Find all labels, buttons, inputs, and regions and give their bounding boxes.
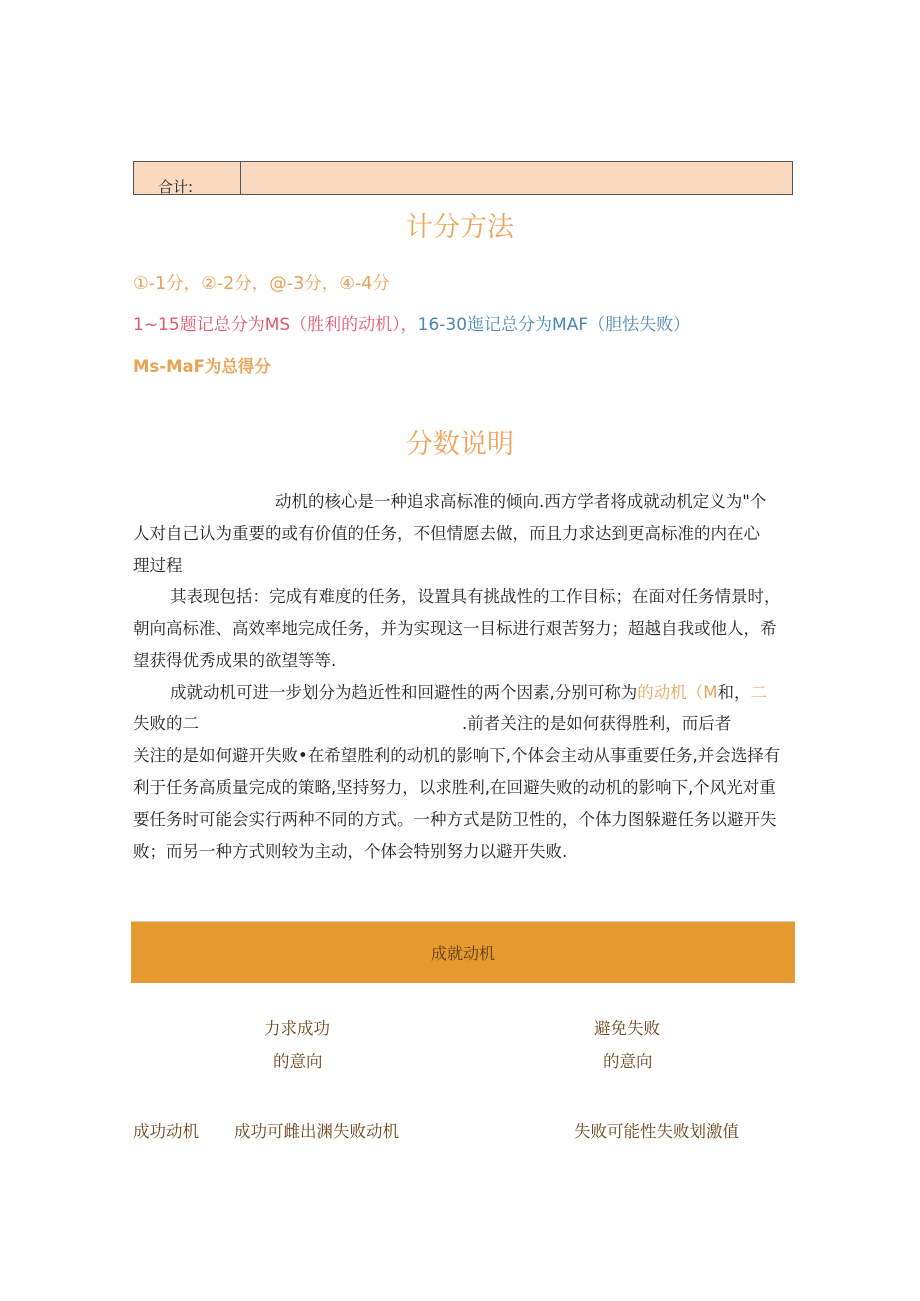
- diagram-bottom-label-3: 失败可能性失败划激值: [574, 1122, 739, 1141]
- achievement-motivation-banner: [131, 921, 795, 983]
- ms-range: 1~15题记总分为MS（胜利的动机），: [133, 315, 418, 335]
- paragraph-3-line-3: 关注的是如何避开失败•在希望胜利的动机的影响下,个体会主动从事重要任务,并会选择有: [133, 746, 781, 765]
- scoring-ranges: [133, 310, 690, 335]
- paragraph-1-line-1: 动机的核心是一种追求高标准的倾向.西方学者将成就动机定义为"个: [275, 492, 767, 511]
- scoring-title: 计分方法: [406, 212, 514, 243]
- paragraph-3-line-5: 要任务时可能会实行两种不同的方式。一种方式是防卫性的，个体力图躲避任务以避开失: [133, 810, 777, 829]
- paragraph-2-line-2: 朝向高标准、高效率地完成任务，并为实现这一目标进行艰苦努力；超越自我或他人，希: [133, 619, 777, 638]
- paragraph-1-line-2: 人对自己认为重要的或有价值的任务，不但情愿去做，而且力求达到更高标准的内在心: [133, 524, 760, 543]
- explanation-title: 分数说明: [406, 429, 514, 460]
- p3-line1-highlight: 的动机（M: [637, 683, 718, 702]
- total-table: [133, 161, 793, 195]
- paragraph-2-line-1: 其表现包括：完成有难度的任务，设置具有挑战性的工作目标；在面对任务情景时，: [170, 587, 781, 606]
- total-label: 合计:: [134, 162, 241, 194]
- banner-label: 成就动机: [430, 944, 495, 963]
- scoring-options: ①-1分，②-2分，@-3分，④-4分: [133, 274, 390, 294]
- total-value: [241, 162, 792, 194]
- p3-line1-and: 和，: [717, 683, 751, 702]
- approach-success-line-2: 的意向: [273, 1052, 323, 1071]
- total-score-formula: Ms-MaF为总得分: [133, 357, 271, 376]
- paragraph-3-line-1: [170, 677, 767, 709]
- paragraph-3-line-6: 败；而另一种方式则较为主动，个体会特别努力以避开失败.: [133, 842, 568, 861]
- maf-range: 16-30迤记总分为MAF（胆怯失败）: [417, 315, 691, 335]
- paragraph-3-line-2-highlight: 失败的二: [133, 714, 199, 733]
- paragraph-2-line-3: 望获得优秀成果的欲望等等.: [133, 651, 337, 670]
- paragraph-1-line-3: 理过程: [133, 556, 183, 575]
- p3-line1-tail: 二: [750, 683, 767, 702]
- diagram-bottom-label-2: 成功可雌出渊失败动机: [234, 1122, 399, 1141]
- diagram-bottom-label-1: 成功动机: [133, 1122, 199, 1141]
- paragraph-3-line-4: 利于任务高质量完成的策略,坚持努力，以求胜利,在回避失败的动机的影响下,个风光对重: [133, 778, 776, 797]
- paragraph-3-line-2: .前者关注的是如何获得胜利，而后者: [462, 714, 732, 733]
- avoid-failure-line-2: 的意向: [603, 1052, 653, 1071]
- approach-success-line-1: 力求成功: [264, 1019, 330, 1038]
- p3-line1-text: 成就动机可进一步划分为趋近性和回避性的两个因素,分别可称为: [170, 683, 638, 702]
- avoid-failure-line-1: 避免失败: [594, 1019, 660, 1038]
